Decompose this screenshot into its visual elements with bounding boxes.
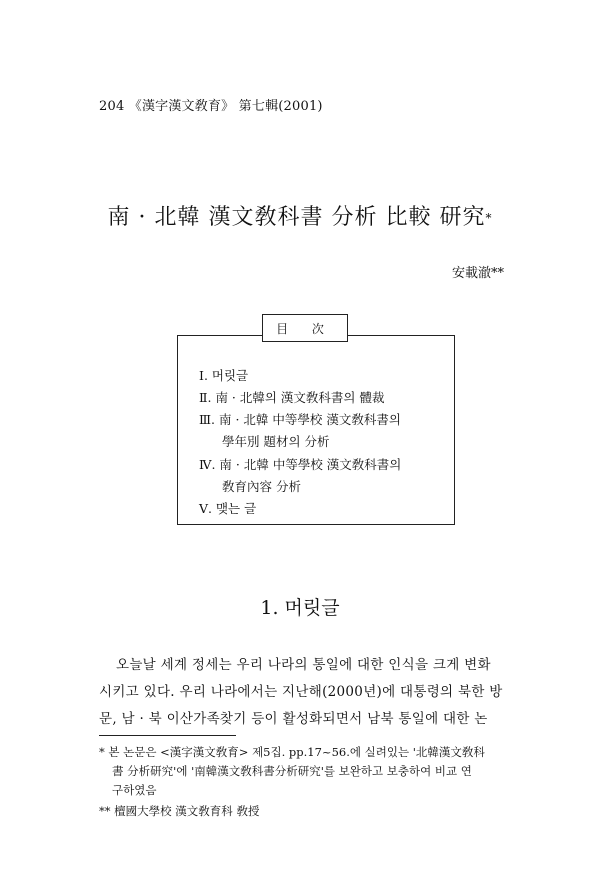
- toc-box: [177, 335, 455, 525]
- toc-item: 敎育內容 分析: [222, 479, 301, 494]
- footnote-line: 구하였음: [112, 783, 157, 797]
- footnote-line: * 본 논문은 <漢字漢文敎育> 제5집. pp.17~56.에 실려있는 '北韓漢文敎科: [99, 745, 485, 759]
- toc-item: Ⅱ. 南 · 北韓의 漢文敎科書의 體裁: [199, 390, 385, 405]
- body-line: 오늘날 세계 정세는 우리 나라의 통일에 대한 인식을 크게 변화: [116, 657, 491, 673]
- toc-item: 學年別 題材의 分析: [222, 434, 330, 449]
- body-line: 시키고 있다. 우리 나라에서는 지난해(2000년)에 대통령의 북한 방: [99, 684, 503, 700]
- footnote-line: ** 檀國大學校 漢文敎育科 敎授: [99, 804, 260, 818]
- toc-label: 目 次: [262, 314, 348, 342]
- paper-title-text: 南 · 北韓 漢文敎科書 分析 比較 研究: [107, 205, 486, 230]
- toc-item: Ⅲ. 南 · 北韓 中等學校 漢文敎科書의: [199, 412, 401, 427]
- footnote-divider: [99, 735, 236, 736]
- author: [452, 262, 504, 281]
- section-heading: 1. 머릿글: [260, 597, 340, 619]
- toc-item: Ⅴ. 맺는 글: [199, 501, 257, 516]
- running-head: 204 《漢字漢文敎育》 第七輯(2001): [99, 99, 323, 114]
- paper-title: [0, 200, 600, 231]
- author-footnote-mark: **: [491, 266, 504, 281]
- toc-item: Ⅰ. 머릿글: [199, 368, 249, 383]
- toc-item: Ⅳ. 南 · 北韓 中等學校 漢文敎科書의: [199, 457, 402, 472]
- footnote-line: 書 分析研究'에 '南韓漢文敎科書分析研究'를 보완하고 보충하여 비교 연: [112, 764, 472, 778]
- author-name: 安載澈: [451, 266, 491, 281]
- title-footnote-mark: *: [485, 211, 493, 225]
- body-line: 문, 남 · 북 이산가족찾기 등이 활성화되면서 남북 통일에 대한 논: [99, 711, 488, 727]
